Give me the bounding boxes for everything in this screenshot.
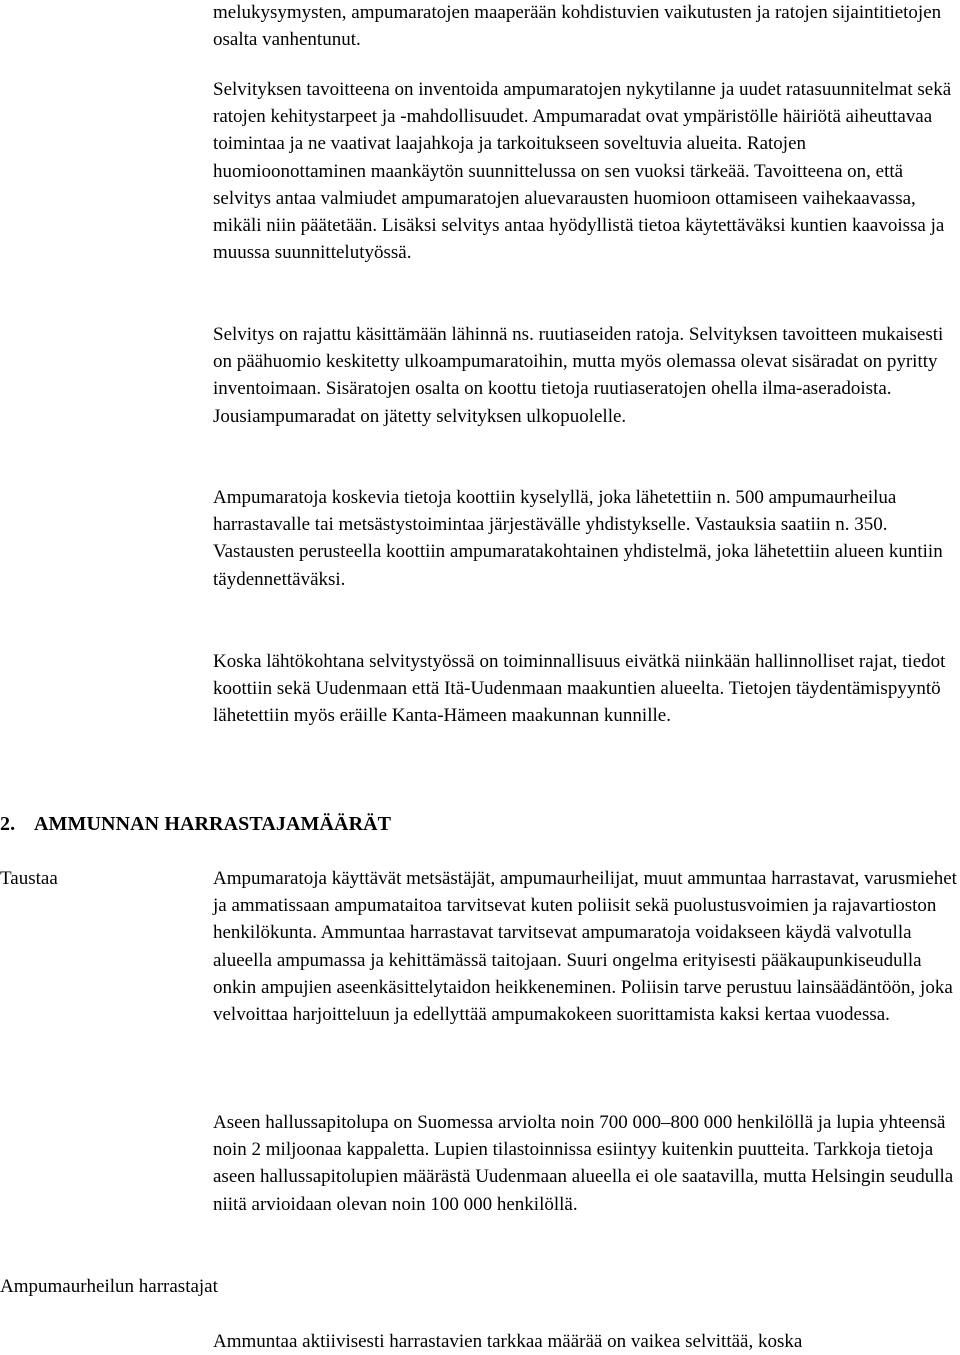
survey-paragraph: Ampumaratoja koskevia tietoja koottiin kyselyllä, joka lähetettiin n. 500 ampumaurheilua harrastavalle tai metsästystoimintaa järjestävälle yhdistykselle. Vastauksia saatiin n. 350. Vastausten perusteella koottiin ampumaratakohtainen yhdistelmä, joka lähetettiin alueen kuntiin täydennettäväksi.	[213, 487, 943, 590]
section-number: 2.	[0, 813, 16, 835]
harrastajat-label: Ampumaurheilun harrastajat	[0, 1276, 218, 1297]
taustaa-paragraph-users: Ampumaratoja käyttävät metsästäjät, ampumaurheilijat, muut ammuntaa harrastavat, varusmiehet ja ammatissaan ampumataitoa tarvitsevat kuten poliisit sekä puolustusvoimien ja rajavartioston henkilökunta. Ammuntaa harrastavat tarvitsevat ampumaratoja voidakseen käydä valvotulla alueella ampumassa ja kehittämässä taitojaan. Suuri ongelma erityisesti pääkaupunkiseudulla onkin ampujien aseenkäsittelytaidon heikkeneminen. Poliisin tarve perustuu lainsäädäntöön, joka velvoittaa harjoitteluun ja edellyttää ampumakokeen suorittamista kaksi kertaa vuodessa.	[213, 868, 957, 1026]
taustaa-label: Taustaa	[0, 868, 58, 889]
intro-fragment-paragraph: melukysymysten, ampumaratojen maaperään kohdistuvien vaikutusten ja ratojen sijaintitietojen osalta vanhentunut.	[213, 2, 942, 51]
harrastajat-paragraph: Ammuntaa aktiivisesti harrastavien tarkkaa määrää on vaikea selvittää, koska	[213, 1331, 803, 1352]
section-title: AMMUNNAN HARRASTAJAMÄÄRÄT	[34, 813, 392, 835]
scope-paragraph: Selvitys on rajattu käsittämään lähinnä ns. ruutiaseiden ratoja. Selvityksen tavoitteen mukaisesti on päähuomio keskitetty ulkoampumaratoihin, mutta myös olemassa olevat sisäradat on pyritty inventoimaan. Sisäratojen osalta on koottu tietoja ruutiaseratojen ohella ilma-aseradoista. Jousiampumaradat on jätetty selvityksen ulkopuolelle.	[213, 324, 944, 427]
objective-paragraph: Selvityksen tavoitteena on inventoida ampumaratojen nykytilanne ja uudet ratasuunnitelmat sekä ratojen kehitystarpeet ja -mahdollisuudet. Ampumaradat ovat ympäristölle häiriötä aiheuttavaa toimintaa ja ne vaativat laajahkoja ja tarkoitukseen soveltuvia alueita. Ratojen huomioonottaminen maankäytön suunnittelussa on sen vuoksi tärkeää. Tavoitteena on, että selvitys antaa valmiudet ampumaratojen aluevarausten huomioon ottamiseen vaihekaavassa, mikäli niin päätetään. Lisäksi selvitys antaa hyödyllistä tietoa käytettäväksi kuntien kaavoissa ja muussa suunnittelutyössä.	[213, 79, 952, 264]
section-heading	[0, 810, 391, 838]
region-paragraph: Koska lähtökohtana selvitystyössä on toiminnallisuus eivätkä niinkään hallinnolliset rajat, tiedot koottiin sekä Uudenmaan että Itä-Uudenmaan maakuntien alueelta. Tietojen täydentämispyyntö lähetettiin myös eräille Kanta-Hämeen maakunnan kunnille.	[213, 651, 946, 727]
taustaa-paragraph-permits: Aseen hallussapitolupa on Suomessa arviolta noin 700 000–800 000 henkilöllä ja lupia yhteensä noin 2 miljoonaa kappaletta. Lupien tilastoinnissa esiintyy kuitenkin puutteita. Tarkkoja tietoja aseen hallussapitolupien määrästä Uudenmaan alueella ei ole saatavilla, mutta Helsingin seudulla niitä arvioidaan olevan noin 100 000 henkilöllä.	[213, 1112, 954, 1215]
